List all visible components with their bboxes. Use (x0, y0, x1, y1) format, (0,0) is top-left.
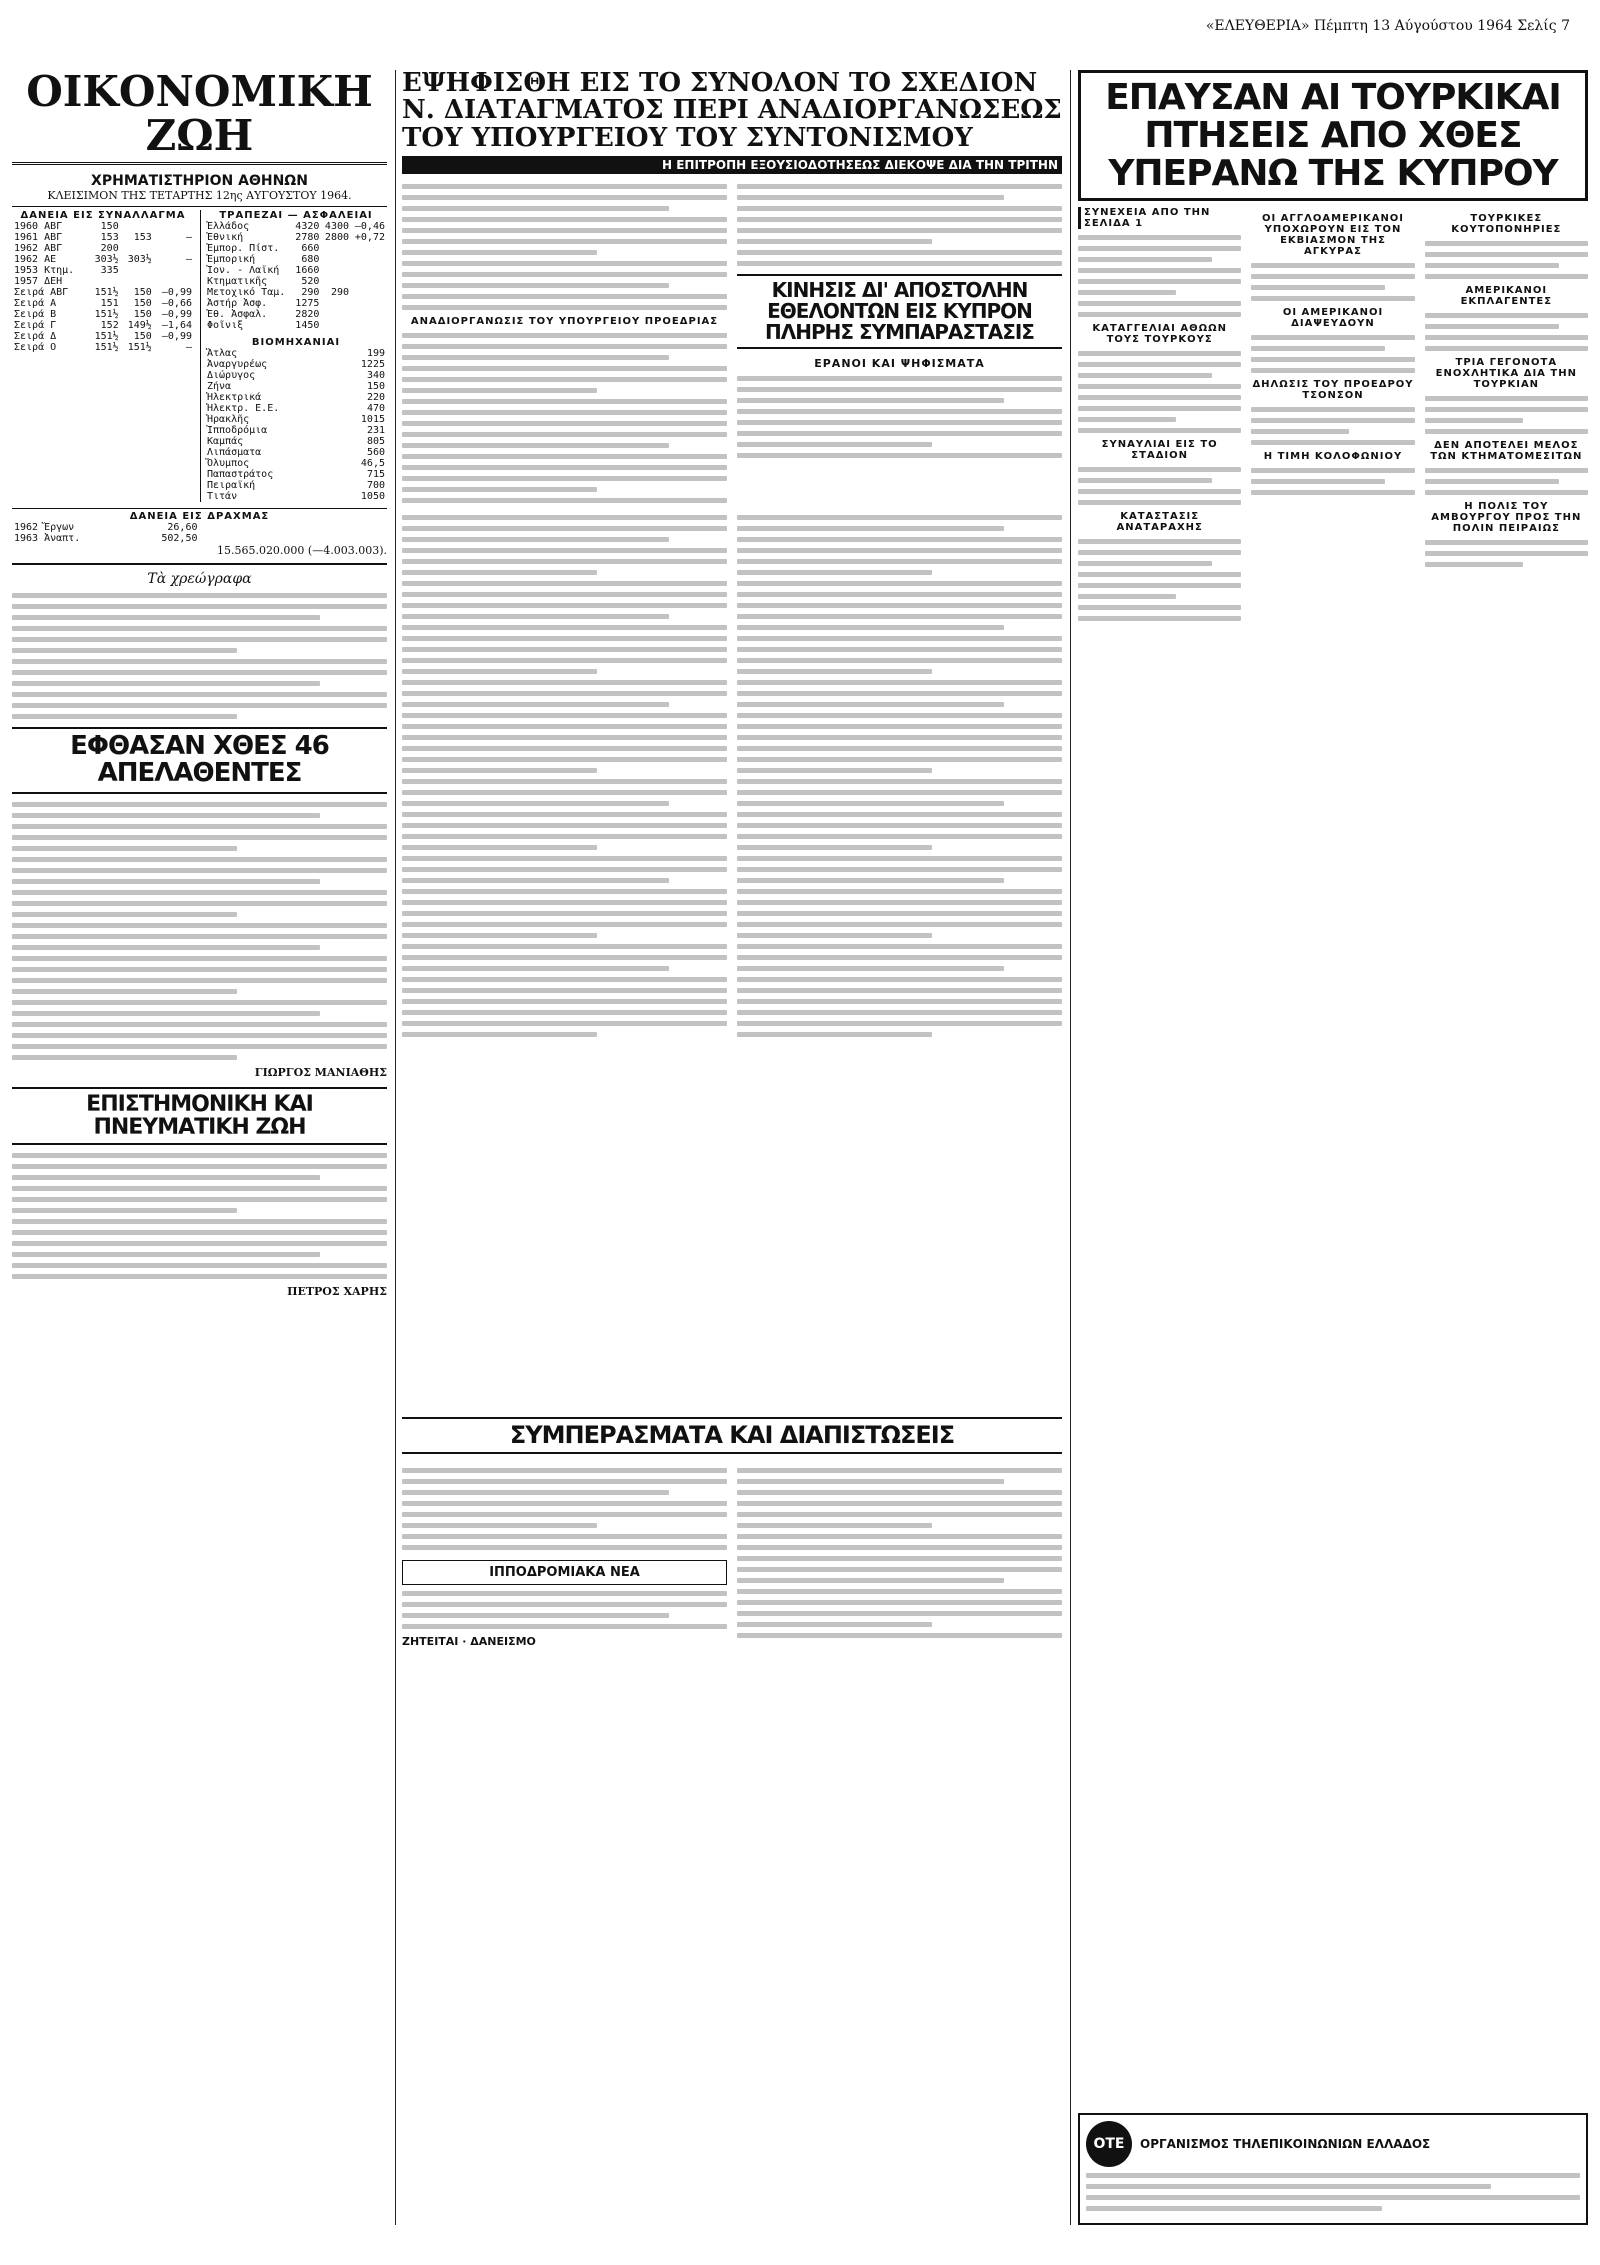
table-cell: Ἐθ. Ἀσφαλ. (207, 309, 268, 321)
loans-fx-table (12, 210, 194, 502)
science-headline: ΕΠΙΣΤΗΜΟΝΙΚΗ ΚΑΙ ΠΝΕΥΜΑΤΙΚΗ ΖΩΗ (12, 1087, 387, 1145)
ote-ad (1078, 2113, 1588, 2225)
article-columns (402, 178, 1062, 509)
table-row (12, 309, 194, 320)
table-row (12, 265, 194, 276)
table-cell (321, 320, 351, 331)
table-row (205, 309, 387, 320)
table-cell: 1962 ΑΒΓ (14, 243, 63, 255)
table-cell: 1962 ΑΕ (14, 254, 57, 266)
table-cell: Σειρά Δ (14, 331, 57, 343)
table-row (205, 359, 387, 370)
column-rule (1070, 70, 1071, 2225)
table-cell: Παπαστράτος (207, 469, 274, 481)
table-cell: 1962 Ἔργων (14, 522, 75, 534)
table-cell: Ἄτλας (207, 348, 238, 360)
table-cell: 290 (301, 287, 320, 299)
article-col (1251, 207, 1414, 627)
section-subhead: ΚΑΤΑΓΓΕΛΙΑΙ ΑΘΩΩΝ ΤΟΥΣ ΤΟΥΡΚΟΥΣ (1092, 323, 1227, 346)
table-cell: —1,64 (161, 320, 192, 332)
table-cell: 1660 (295, 265, 320, 277)
table-row (12, 243, 194, 254)
table-cell: 1957 ΔΕΗ (14, 276, 63, 288)
table-cell: — (185, 254, 192, 266)
table-cell: Ζήνα (207, 381, 232, 393)
table-cell (351, 298, 387, 309)
table-cell (321, 254, 351, 265)
section-subhead: ΔΕΝ ΑΠΟΤΕΛΕΙ ΜΕΛΟΣ ΤΩΝ ΚΤΗΜΑΤΟΜΕΣΙΤΩΝ (1430, 440, 1583, 463)
table-cell: 1953 Κτημ. (14, 265, 75, 277)
table-cell: Ἰον. - Λαϊκή (207, 265, 280, 277)
table-cell: Σειρά Γ (14, 320, 57, 332)
table-cell: —0,46 (354, 221, 385, 233)
section-subhead: ΑΜΕΡΙΚΑΝΟΙ ΕΚΠΛΑΓΕΝΤΕΣ (1460, 285, 1553, 308)
table-cell: 220 (366, 392, 385, 404)
table-cell: 340 (366, 370, 385, 382)
law-headline: ΕΨΗΦΙΣΘΗ ΕΙΣ ΤΟ ΣΥΝΟΛΟΝ ΤΟ ΣΧΕΔΙΟΝ Ν. ΔΙΑΤΑΓΜΑΤΟΣ ΠΕΡΙ ΑΝΑΔΙΟΡΓΑΝΩΣΕΩΣ ΤΟΥ ΥΠΟΥΡΓΕΙΟΥ ΤΟΥ ΣΥΝΤΟΝΙΣΜΟΥ (402, 70, 1062, 153)
section-subhead: ΣΥΝΑΥΛΙΑΙ ΕΙΣ ΤΟ ΣΤΑΔΙΟΝ (1101, 439, 1218, 462)
table-cell (121, 276, 154, 287)
table-row (205, 414, 387, 425)
table-row (205, 469, 387, 480)
table-cell: 470 (366, 403, 385, 415)
table-cell (154, 276, 194, 287)
table-row (205, 480, 387, 491)
table-cell (121, 221, 154, 232)
table-cell: Ἐμπορ. Πίστ. (207, 243, 280, 255)
table-cell: Πειραϊκή (207, 480, 256, 492)
table-cell: 1015 (360, 414, 385, 426)
table-cell: Σειρά ΑΒΓ (14, 287, 69, 299)
conclusions-headline: ΣΥΜΠΕΡΑΣΜΑΤΑ ΚΑΙ ΔΙΑΠΙΣΤΩΣΕΙΣ (402, 1417, 1062, 1454)
table-cell: 149½ (127, 320, 152, 332)
table-cell: 520 (301, 276, 320, 288)
table-row (205, 403, 387, 414)
table-cell (351, 243, 387, 254)
table-cell: Ἐμπορική (207, 254, 256, 266)
table-cell: 153 (133, 232, 152, 244)
table-cell: 151 (100, 298, 119, 310)
table-cell: Διώρυγος (207, 370, 256, 382)
table-cell (321, 309, 351, 320)
table-row (205, 276, 387, 287)
table-cell: 2800 (324, 232, 350, 244)
table-cell: 1961 ΑΒΓ (14, 232, 63, 244)
table-cell: 1225 (360, 359, 385, 371)
cyprus-column (1078, 70, 1588, 2225)
table-cell: 1050 (360, 491, 385, 503)
market-tables (12, 206, 387, 502)
table-cell (154, 243, 194, 254)
table-cell: 2820 (295, 309, 320, 321)
byline: ΓΙΩΡΓΟΣ ΜΑΝΙΑΘΗΣ (254, 1065, 387, 1079)
table-cell: Φοῖνιξ (207, 320, 244, 332)
market-summary: 15.565.020.000 (—4.003.003). (216, 544, 387, 558)
volunteers-subhead: ΕΡΑΝΟΙ ΚΑΙ ΨΗΦΙΣΜΑΤΑ (814, 356, 985, 370)
exchange-title: ΧΡΗΜΑΤΙΣΤΗΡΙΟΝ ΑΘΗΝΩΝ (91, 173, 308, 190)
body-text-block (12, 802, 387, 1060)
table-row (205, 320, 387, 331)
table-cell: Ἑλλάδος (207, 221, 250, 233)
table-cell (351, 287, 387, 298)
table-cell: Ἐθνική (207, 232, 244, 244)
section-subhead: Η ΤΙΜΗ ΚΟΛΟΦΩΝΙΟΥ (1263, 451, 1403, 463)
table-cell: Ἠλεκτρ. Ε.Ε. (207, 403, 280, 415)
table-row (12, 276, 194, 287)
body-text-block (12, 1153, 387, 1279)
table-cell: Ἀναργυρέως (207, 359, 268, 371)
table-row (205, 232, 387, 243)
table-cell: 151½ (94, 342, 119, 354)
table-cell (321, 298, 351, 309)
table-cell (321, 276, 351, 287)
table-row (205, 348, 387, 359)
table-cell: 153 (100, 232, 119, 244)
table-cell: 303½ (94, 254, 119, 266)
table-cell (121, 265, 154, 276)
table-row (12, 342, 194, 353)
table-cell: Ὄλυμπος (207, 458, 250, 470)
table-cell: Μετοχικό Ταμ. (207, 287, 286, 299)
table-cell: 335 (100, 265, 119, 277)
table-cell: Σειρά Α (14, 298, 57, 310)
continue-note: ΣΥΝΕΧΕΙΑ ΑΠΟ ΤΗΝ ΣΕΛΙΔΑ 1 (1078, 207, 1241, 229)
article-col (1078, 207, 1241, 627)
table-cell: 4320 (295, 221, 320, 233)
table-cell: 4300 (324, 221, 350, 233)
table-cell: Σειρά Β (14, 309, 57, 321)
divider (12, 563, 387, 565)
drachma-loans-title: ΔΑΝΕΙΑ ΕΙΣ ΔΡΑΧΜΑΣ (12, 508, 387, 522)
table-cell: 150 (100, 221, 119, 233)
ote-ad-title: ΟΡΓΑΝΙΣΜΟΣ ΤΗΛΕΠΙΚΟΙΝΩΝΙΩΝ ΕΛΛΑΔΟΣ (1140, 2137, 1431, 2151)
table-cell: Ἡρακλῆς (207, 414, 250, 426)
table-row (12, 221, 194, 232)
table-cell: 152 (100, 320, 119, 332)
industry-rows (205, 348, 387, 502)
table-cell: 151½ (127, 342, 152, 354)
article-col (402, 178, 727, 509)
section-subhead: Η ΠΟΛΙΣ ΤΟΥ ΑΜΒΟΥΡΓΟΥ ΠΡΟΣ ΤΗΝ ΠΟΛΙΝ ΠΕΙΡΑΙΩΣ (1431, 501, 1582, 535)
table-cell: —0,66 (161, 298, 192, 310)
table-cell: Καμπάς (207, 436, 244, 448)
table-cell: 151½ (94, 309, 119, 321)
table-cell: — (185, 342, 192, 354)
section-subhead: ΔΗΛΩΣΙΣ ΤΟΥ ΠΡΟΕΔΡΟΥ ΤΣΟΝΣΟΝ (1252, 379, 1414, 402)
body-text-block (402, 509, 1062, 1409)
table-cell: Λιπάσματα (207, 447, 262, 459)
table-row (205, 287, 387, 298)
table-cell: 150 (133, 331, 152, 343)
table-row (205, 221, 387, 232)
table-cell: 150 (366, 381, 385, 393)
table-row (205, 243, 387, 254)
body-text-block (12, 593, 387, 719)
table-cell: 150 (133, 287, 152, 299)
table-row (12, 287, 194, 298)
table-cell: 1960 ΑΒΓ (14, 221, 63, 233)
section-subhead: ΤΡΙΑ ΓΕΓΟΝΟΤΑ ΕΝΟΧΛΗΤΙΚΑ ΔΙΑ ΤΗΝ ΤΟΥΡΚΙΑΝ (1435, 357, 1577, 391)
section-subhead: ΟΙ ΑΓΓΛΟΑΜΕΡΙΚΑΝΟΙ ΥΠΟΧΩΡΟΥΝ ΕΙΣ ΤΟΝ ΕΚΒΙΑΣΜΟΝ ΤΗΣ ΑΓΚΥΡΑΣ (1261, 213, 1405, 258)
table-cell: 2780 (295, 232, 320, 244)
table-cell (88, 276, 121, 287)
table-cell (154, 221, 194, 232)
drachma-rows (12, 522, 200, 544)
table-cell (154, 265, 194, 276)
table-cell: 1275 (295, 298, 320, 310)
securities-subhead: Τὰ χρεώγραφα (147, 571, 252, 588)
table-row (12, 254, 194, 265)
table-cell: 805 (366, 436, 385, 448)
table-cell: +0,72 (354, 232, 385, 244)
law-subhead: Η ΕΠΙΤΡΟΠΗ ΕΞΟΥΣΙΟΔΟΤΗΣΕΩΣ ΔΙΕΚΟΨΕ ΔΙΑ ΤΗΝ ΤΡΙΤΗΝ (402, 156, 1062, 174)
volunteers-headline: ΚΙΝΗΣΙΣ ΔΙ' ΑΠΟΣΤΟΛΗΝ ΕΘΕΛΟΝΤΩΝ ΕΙΣ ΚΥΠΡΟΝ ΠΛΗΡΗΣ ΣΥΜΠΑΡΑΣΤΑΣΙΣ (737, 274, 1062, 349)
table-row (205, 392, 387, 403)
section-subhead: ΤΟΥΡΚΙΚΕΣ ΚΟΥΤΟΠΟΝΗΡΙΕΣ (1451, 213, 1562, 236)
table-row (12, 331, 194, 342)
ote-logo: ΟΤΕ (1086, 2121, 1132, 2167)
table-cell (351, 309, 387, 320)
table-cell: —0,99 (161, 309, 192, 321)
table-cell: 46,5 (360, 458, 385, 470)
article-col (737, 178, 1062, 509)
table-cell: 231 (366, 425, 385, 437)
table-cell: 150 (133, 298, 152, 310)
horse-racing-title: ΙΠΠΟΔΡΟΜΙΑΚΑ ΝΕΑ (402, 1560, 727, 1585)
table-row (12, 298, 194, 309)
table-cell (351, 320, 387, 331)
table-cell: 151½ (94, 331, 119, 343)
table-cell (121, 243, 154, 254)
table-cell (351, 276, 387, 287)
section-subhead: ΑΝΑΔΙΟΡΓΑΝΩΣΙΣ ΤΟΥ ΥΠΟΥΡΓΕΙΟΥ ΠΡΟΕΔΡΙΑΣ (410, 315, 719, 327)
banks-rows (205, 221, 387, 331)
top-date-line: «ΕΛΕΥΘΕΡΙΑ» Πέμπτη 13 Αύγούστου 1964 Σελίς 7 (1205, 18, 1570, 34)
table-cell: 150 (133, 309, 152, 321)
table-cell: Τιτάν (207, 491, 238, 503)
article-columns (402, 1462, 1062, 1648)
table-cell: Ἠλεκτρικά (207, 392, 262, 404)
banks-title: ΤΡΑΠΕΖΑΙ — ΑΣΦΑΛΕΙΑΙ (219, 210, 373, 222)
table-cell: 700 (366, 480, 385, 492)
table-cell: Κτηματικῆς (207, 276, 268, 288)
table-cell: —0,99 (161, 331, 192, 343)
ote-ad-header (1086, 2121, 1580, 2167)
table-cell: 715 (366, 469, 385, 481)
financial-title: ΟΙΚΟΝΟΜΙΚΗ ΖΩΗ (12, 70, 387, 165)
deportees-headline: ΕΦΘΑΣΑΝ ΧΘΕΣ 46 ΑΠΕΛΑΘΕΝΤΕΣ (12, 727, 387, 794)
table-cell: 200 (100, 243, 119, 255)
byline: ΠΕΤΡΟΣ ΧΑΡΗΣ (287, 1284, 387, 1298)
table-row (12, 232, 194, 243)
table-row (205, 458, 387, 469)
loans-fx-title: ΔΑΝΕΙΑ ΕΙΣ ΣΥΝΑΛΛΑΓΜΑ (20, 210, 186, 222)
article-columns (1078, 207, 1588, 627)
section-subhead: ΚΑΤΑΣΤΑΣΙΣ ΑΝΑΤΑΡΑΧΗΣ (1116, 511, 1203, 534)
table-row (12, 533, 200, 544)
table-row (205, 436, 387, 447)
table-row (205, 298, 387, 309)
table-row (205, 381, 387, 392)
table-row (12, 320, 194, 331)
table-cell (321, 265, 351, 276)
article-col (1425, 207, 1588, 627)
table-cell: — (185, 232, 192, 244)
banks-table (200, 210, 387, 502)
table-cell: Ἀστήρ Ἀσφ. (207, 298, 268, 310)
table-cell: Σειρά Ο (14, 342, 57, 354)
classified-title: ΖΗΤΕΙΤΑΙ · ΔΑΝΕΙΣΜΟ (402, 1635, 536, 1649)
table-row (205, 254, 387, 265)
table-cell: —0,99 (161, 287, 192, 299)
table-row (205, 425, 387, 436)
table-cell: 680 (301, 254, 320, 266)
session-line: ΚΛΕΙΣΙΜΟΝ ΤΗΣ ΤΕΤΑΡΤΗΣ 12ης ΑΥΓΟΥΣΤΟΥ 1964. (47, 189, 352, 203)
flights-headline: ΕΠΑΥΣΑΝ ΑΙ ΤΟΥΡΚΙΚΑΙ ΠΤΗΣΕΙΣ ΑΠΟ ΧΘΕΣ ΥΠΕΡΑΝΩ ΤΗΣ ΚΥΠΡΟΥ (1078, 70, 1588, 201)
table-cell (351, 265, 387, 276)
loans-fx-rows (12, 221, 194, 353)
table-cell: 502,50 (161, 533, 198, 545)
table-cell: 560 (366, 447, 385, 459)
table-row (205, 447, 387, 458)
table-cell: 660 (301, 243, 320, 255)
financial-column (12, 70, 387, 2225)
table-cell: 151½ (94, 287, 119, 299)
table-cell: 290 (330, 287, 350, 299)
table-row (205, 491, 387, 502)
politics-column (402, 70, 1062, 2225)
table-cell: 1450 (295, 320, 320, 332)
table-row (205, 265, 387, 276)
table-cell: 199 (366, 348, 385, 360)
table-cell (321, 243, 351, 254)
table-cell: 26,60 (167, 522, 198, 534)
section-subhead: ΟΙ ΑΜΕΡΙΚΑΝΟΙ ΔΙΑΨΕΥΔΟΥΝ (1282, 307, 1384, 330)
column-rule (395, 70, 396, 2225)
table-cell: Ἰπποδρόμια (207, 425, 268, 437)
table-cell: 303½ (127, 254, 152, 266)
table-cell (351, 254, 387, 265)
table-row (12, 522, 200, 533)
table-row (205, 370, 387, 381)
industry-title: ΒΙΟΜΗΧΑΝΙΑΙ (251, 337, 341, 349)
table-cell: 1963 Ἀναπτ. (14, 533, 81, 545)
